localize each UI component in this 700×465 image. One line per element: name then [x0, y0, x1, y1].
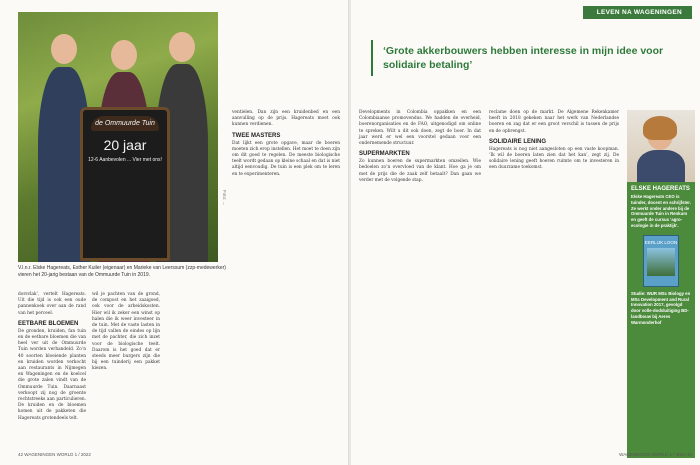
paragraph: De gronden, kruiden, fan tuin en de eetbare bloemen die van heel ver uit de Ommuurde Tuin worden verhandeld. Zo’n 40 soorten bloeiende planten en kruiden worden verkocht aan restaurants in Nijmegen en Wageningen en de koelcel die grote zalen vindt van de Ommuurde Tuin. Daarnaast verkoopt zij nog de groente rechtstreeks aan particulieren. De kruiden en de bloemen komen uit de pakketen die Hagereats grotendeels telt. — [18, 328, 86, 421]
section-tag: LEVEN NA WAGENINGEN — [583, 6, 692, 19]
portrait-body — [637, 150, 685, 182]
pull-quote: ‘Grote akkerbouwers hebben interesse in mijn idee voor solidaire betaling’ — [371, 40, 700, 76]
portrait-hair — [643, 116, 677, 140]
left-page — [0, 0, 349, 465]
paragraph: dorsvlak’, vertelt Hagereats. Uit die tijd is ook een oude pannenkoek over aan de rand van het perceel. — [18, 292, 86, 316]
subheading: EETBARE BLOEMEN — [18, 320, 79, 327]
photo-caption: V.l.n.r. Elske Hagereats, Esther Kuiler (eigenaar) en Marieke van Leerssum (zzp-medewerker) vieren het 20-jarig bestaan van de Ommuurde Tuin in 2019. — [18, 265, 226, 278]
head-middle — [111, 40, 137, 70]
profile-sidebar — [627, 110, 695, 458]
page-folio-left: 42 WAGENINGEN WORLD 1 / 2022 — [18, 452, 91, 457]
left-column-2 — [92, 292, 160, 375]
paragraph: reclame doen op de markt. De Algemene Rekenkamer heeft in 2018 gekeken naar het werk van Nederlandse boeren en zag dat er een groot verschil is tussen de prijs en de opbrengst. — [489, 110, 619, 134]
head-left — [51, 34, 77, 64]
profile-study: Studie: WUR MSc Biology en MSc Development and Rural Innovation 2017, gevolgd door volle-dodsluitiging BD-landbouw bij Aeres Warmonderhof — [631, 290, 691, 325]
chalkboard-sign — [80, 107, 170, 261]
subheading: TWEE MASTERS — [232, 132, 281, 139]
paragraph: Hagereats is nog niet aangesloten op een vaste koopman. ‘Ik wil de boeren laten zien dat het kan’, zegt zij. De solidaire lening geeft boeren ruimte om te investeren in een duurzame toekomst. — [489, 146, 619, 171]
paragraph: Zo kunnen boeren de supermarkten omzeilen. Wie bedoelen zo’n overvloed van de klant. Hoe ga je om met de prijs die de zaak zelf betaalt? Dan gaan we verder met de volgende stap. — [359, 159, 481, 183]
left-column-1 — [18, 292, 86, 424]
paragraph: wil je pachten van de grond, de compost en het zaaigoed, ook voor de arbeidskosten. Hier wil ik zeker een winst op halen die ik weer investeer in de tuin. Met de vaste lasten in de tijd vallen de eindes op lijn met de pachter, die zich inzet voor de biologische teelt. Daarom is het goed dat er steeds meer burgers zijn die bij een tuinderij een pakket kiezen. — [92, 292, 160, 372]
portrait-photo — [627, 110, 695, 182]
right-column-1 — [359, 110, 481, 186]
photo-credit: Foto: ... — [222, 190, 227, 206]
paragraph: ventielen. Dan zijn een kruidenbed en een aanvulling op de prijs. Hagereats moet ook kunnen verdienen. — [232, 110, 340, 128]
board-lines: 12-6 Aanbevolen ... Vier met ons! — [88, 157, 162, 163]
profile-name: ELSKE HAGEREATS — [631, 186, 690, 192]
profile-bio: Elske Hagereats CEO is tuinder, docent en schrijfster. Ze werkt onder andere bij de Ommuurde Tuin in Renkum en geeft de cursus ‘agro-ecologie in de praktijk’. — [631, 194, 691, 228]
paragraph: Developments in Colombia oppakken en een Colombiaanse promovendus. We hadden de overheid, boerenorganisaties en de FAO, uitgenodigd om online te spreken. Wilt u dit ook doen, zegt de boer. In dat jaar werd er wel een voorstel gedaan voor een ondernemende structuur. — [359, 110, 481, 147]
book-cover — [643, 235, 679, 287]
subheading: SUPERMARKTEN — [359, 151, 410, 158]
paragraph: Dat lijkt een grote opgave, maar de boeren moeten zich erop instellen. Het moet te doen zijn om dit goed te regelen. De meeste biologische teelt wordt gedaan op kleine schaal en dat is niet altijd eenvoudig. De tuin is een plek om te leren en te experimenteren. — [232, 140, 340, 177]
team-photo — [18, 12, 218, 262]
board-title: de Ommuurde Tuin — [91, 116, 159, 131]
right-column-2 — [489, 110, 619, 174]
right-page — [351, 0, 700, 465]
board-number: 20 jaar — [103, 137, 147, 153]
book-cover-image — [647, 248, 675, 276]
subheading: SOLIDAIRE LENING — [489, 138, 547, 145]
left-column-3 — [232, 110, 340, 180]
page-folio-right: WAGENINGEN WORLD 1 / 2022 43 — [619, 452, 692, 457]
book-title: EERLIJK LOON — [644, 239, 678, 245]
head-right — [169, 32, 195, 62]
